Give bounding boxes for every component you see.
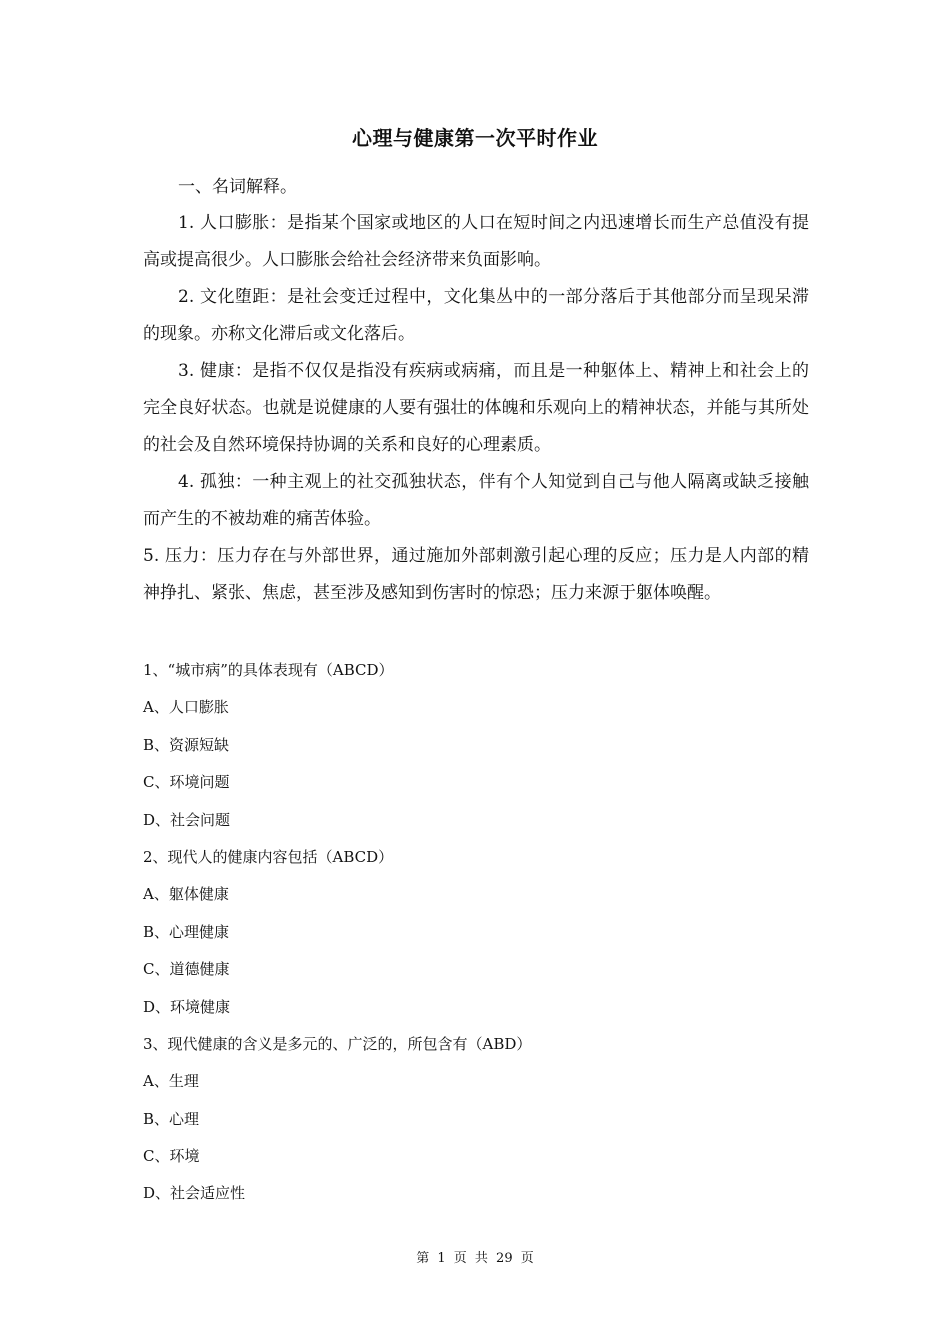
definitions-list (143, 205, 809, 612)
question-text: 3、现代健康的含义是多元的、广泛的，所包含有（ABD） (143, 1034, 532, 1053)
option-item: D、社会适应性 (143, 1184, 246, 1203)
option-item: D、环境健康 (143, 997, 231, 1016)
document-title: 心理与健康第一次平时作业 (352, 126, 598, 150)
definition-item: 4. 孤独：一种主观上的社交孤独状态，伴有个人知觉到自己与他人隔离或缺乏接触而产生的不被劫难的痛苦体验。 (143, 472, 809, 529)
option-item: C、环境 (143, 1147, 200, 1166)
option-item: B、心理健康 (143, 922, 230, 941)
definition-item: 1. 人口膨胀：是指某个国家或地区的人口在短时间之内迅速增长而生产总值没有提高或提高很少。人口膨胀会给社会经济带来负面影响。 (143, 213, 809, 270)
question-text: 2、现代人的健康内容包括（ABCD） (143, 847, 394, 866)
option-item: C、道德健康 (143, 960, 230, 979)
option-item: A、生理 (143, 1072, 199, 1091)
section-heading: 一、名词解释。 (178, 177, 297, 197)
option-item: A、躯体健康 (143, 885, 229, 904)
option-item: B、心理 (143, 1109, 200, 1128)
option-item: B、资源短缺 (143, 735, 230, 754)
definition-item: 2. 文化堕距：是社会变迁过程中，文化集丛中的一部分落后于其他部分而呈现呆滞的现象。亦称文化滞后或文化落后。 (143, 287, 809, 344)
question-text: 1、“城市病”的具体表现有（ABCD） (143, 661, 394, 679)
page-footer: 第 1 页 共 29 页 (416, 1251, 534, 1266)
definition-item: 3. 健康：是指不仅仅是指没有疾病或病痛，而且是一种躯体上、精神上和社会上的完全良好状态。也就是说健康的人要有强壮的体魄和乐观向上的精神状态，并能与其所处的社会及自然环境保持协调的关系和良好的心理素质。 (143, 361, 809, 455)
option-item: D、社会问题 (143, 810, 231, 829)
option-item: A、人口膨胀 (143, 698, 229, 717)
option-item: C、环境问题 (143, 773, 230, 792)
questions-list (143, 657, 809, 1218)
definition-item: 5. 压力：压力存在与外部世界，通过施加外部刺激引起心理的反应；压力是人内部的精神挣扎、紧张、焦虑，甚至涉及感知到伤害时的惊恐；压力来源于躯体唤醒。 (143, 546, 809, 603)
